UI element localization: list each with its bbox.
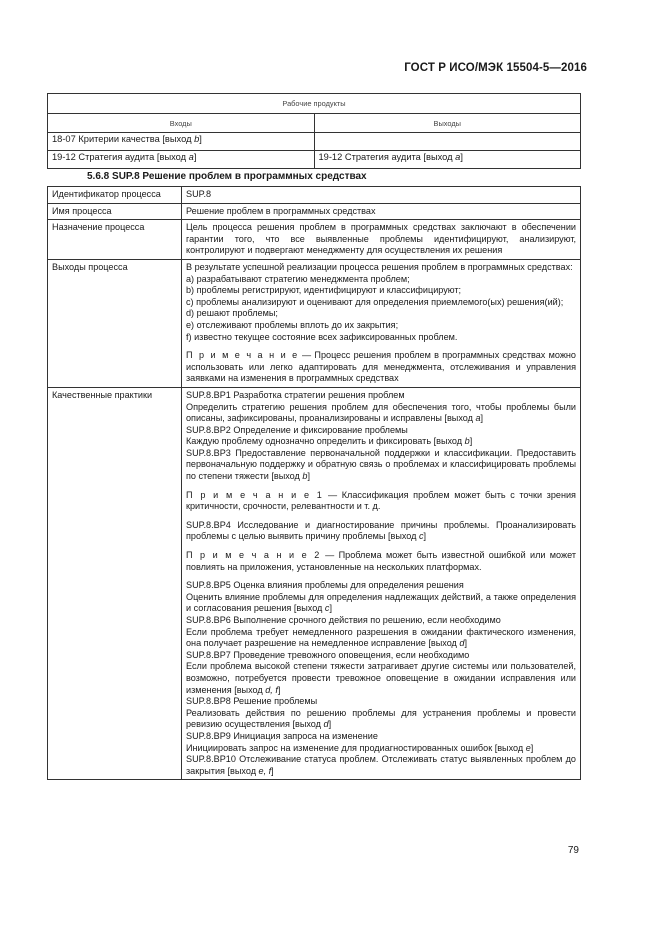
practice-text: SUP.8.BP10 Отслеживание статуса проблем. Отслеживать статус выявленных проблем до закрытия [выход e, f] (186, 754, 576, 776)
process-purpose-row (48, 220, 581, 260)
outcome-item: d) решают проблемы; (186, 308, 278, 319)
practice-text: Каждую проблему однозначно определить и фиксировать [выход b] (186, 436, 473, 447)
process-id-value: SUP.8 (182, 187, 581, 204)
process-practices-label: Качественные практики (48, 387, 182, 779)
process-practices-row (48, 387, 581, 779)
input-cell: 19-12 Стратегия аудита [выход a] (48, 151, 315, 169)
process-name-value: Решение проблем в программных средствах (182, 203, 581, 220)
practice-text: SUP.8.BP4 Исследование и диагностирование причины проблемы. Проанализировать проблемы с целью выявить причину проблемы [выход c] (186, 519, 576, 542)
practice-title: SUP.8.BP6 Выполнение срочного действия по решению, если необходимо (186, 615, 501, 625)
practice-note: П р и м е ч а н и е 2 — Проблема может быть известной ошибкой или может повлиять на приложения, установленные на нескольких платформах. (186, 550, 576, 572)
process-id-label: Идентификатор процесса (48, 187, 182, 204)
process-name-row (48, 203, 581, 220)
outcome-item: a) разрабатывают стратегию менеджмента проблем; (186, 273, 410, 284)
practice-text: Определить стратегию решения проблем для обеспечения того, чтобы проблемы были описаны, зафиксированы, проанализированы и исправлены [выход a] (186, 401, 576, 424)
practice-title: SUP.8.BP8 Решение проблемы (186, 696, 318, 707)
outcome-item: b) проблемы регистрируют, идентифицируют и классифицируют; (186, 285, 462, 296)
process-table (47, 186, 581, 780)
practice-text: SUP.8.BP3 Предоставление первоначальной поддержки и классификации. Предоставить первоначальную поддержку и обратную связь о проблемах и классифицировать проблемы по степени тяжести [выход b] (186, 447, 576, 482)
outcome-item: c) проблемы анализируют и оценивают для определения приемлемого(ых) решения(ий); (186, 296, 564, 307)
practice-text: Инициировать запрос на изменение для продиагностированных ошибок [выход e] (186, 742, 534, 753)
process-name-label: Имя процесса (48, 203, 182, 220)
work-products-title-row (48, 94, 581, 114)
practice-text: Если проблема высокой степени тяжести затрагивает другие системы или пользователей, возможно, потребуется провести тревожное оповещение в ожидании исправления или изменения [выход d, f] (186, 661, 576, 695)
process-outcomes-value (182, 259, 581, 387)
standard-header: ГОСТ Р ИСО/МЭК 15504-5—2016 (404, 62, 587, 74)
practice-text: Оценить влияние проблемы для определения надлежащих действий, а также определения и согласования решения [выход c] (186, 591, 576, 614)
table-row (48, 133, 581, 151)
practice-note: П р и м е ч а н и е 1 — Классификация проблем может быть с точки зрения критичности, срочности, релевантности и т. д. (186, 489, 576, 512)
outcome-item: f) известно текущее состояние всех зафиксированных проблем. (186, 331, 458, 342)
process-practices-value (182, 387, 581, 779)
practice-title: SUP.8.BP7 Проведение тревожного оповещения, если необходимо (186, 649, 470, 660)
table-row (48, 151, 581, 169)
practice-title: SUP.8.BP2 Определение и фиксирование проблемы (186, 424, 408, 435)
practice-title: SUP.8.BP5 Оценка влияния проблемы для определения решения (186, 580, 464, 591)
output-cell: 19-12 Стратегия аудита [выход a] (314, 151, 581, 169)
output-cell (314, 133, 581, 151)
inputs-column-header: Входы (48, 114, 315, 133)
input-cell: 18-07 Критерии качества [выход b] (48, 133, 315, 151)
practice-title: SUP.8.BP9 Инициация запроса на изменение (186, 730, 378, 741)
work-products-table (47, 93, 581, 169)
outcomes-note: П р и м е ч а н и е — Процесс решения проблем в программных средствах можно использовать или легко адаптировать для менеджмента, отслеживания и управления заявками на изменения в программных средствах (186, 350, 576, 384)
outcome-item: e) отслеживают проблемы вплоть до их закрытия; (186, 319, 399, 330)
practice-text: Если проблема требует немедленного разрешения в ожидании фактического изменения, она получает разрешение на немедленное исправление [выход d] (186, 626, 576, 649)
practice-text: Реализовать действия по решению проблемы для устранения проблемы и провести ревизию осуществления [выход d] (186, 707, 576, 730)
process-purpose-value: Цель процесса решения проблем в программных средствах заключают в обеспечении гарантии того, что все выявленные проблемы идентифицируют, анализируют, контролируют и подвергают менеджменту для осуществления их решения (182, 220, 581, 260)
outcomes-intro: В результате успешной реализации процесса решения проблем в программных средствах: (186, 261, 573, 272)
page-number: 79 (567, 845, 579, 856)
process-outcomes-row (48, 259, 581, 387)
outputs-column-header: Выходы (314, 114, 581, 133)
work-products-header-row (48, 114, 581, 133)
section-title: 5.6.8 SUP.8 Решение проблем в программных средствах (87, 171, 367, 182)
process-id-row (48, 187, 581, 204)
work-products-title: Рабочие продукты (48, 94, 581, 114)
practice-title: SUP.8.BP1 Разработка стратегии решения проблем (186, 389, 405, 400)
process-purpose-label: Назначение процесса (48, 220, 182, 260)
process-outcomes-label: Выходы процесса (48, 259, 182, 387)
